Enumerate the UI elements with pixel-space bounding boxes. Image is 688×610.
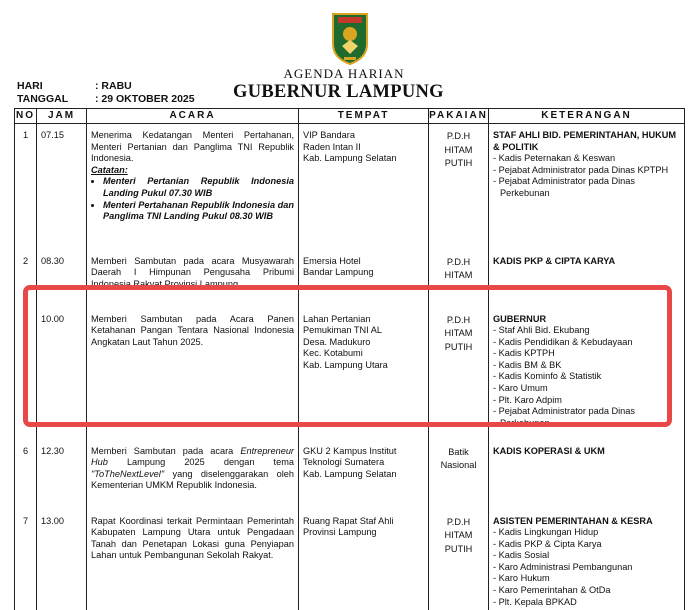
- pakaian-line: HITAM: [444, 530, 473, 540]
- acara-text: yang diselenggarakan oleh Kementerian UMKM Republik Indonesia.: [91, 468, 295, 491]
- row-tempat: [299, 440, 429, 510]
- row-acara: [87, 440, 299, 510]
- governor-title: GUBERNUR LAMPUNG: [233, 82, 444, 102]
- col-jam: JAM: [37, 109, 87, 124]
- row-acara: Memberi Sambutan pada Acara Panen Ketahanan Pangan Tentara Nasional Indonesia Angkatan Laut Tahun 2025.: [87, 308, 299, 440]
- keterangan-list: [493, 325, 680, 429]
- row-jam: 12.30: [37, 440, 87, 510]
- tempat-line: Raden Intan II: [303, 141, 361, 152]
- day-value: : RABU: [95, 80, 132, 92]
- tempat-line: Kab. Lampung Selatan: [303, 153, 397, 164]
- acara-theme: "ToTheNextLevel": [91, 468, 165, 479]
- pakaian-line: P.D.H: [446, 516, 471, 527]
- row-pakaian: [429, 510, 489, 610]
- agenda-title: AGENDA HARIAN: [283, 66, 405, 81]
- acara-text: Memberi Sambutan pada acara: [91, 445, 234, 456]
- tempat-line: GKU 2 Kampus Institut: [303, 445, 397, 456]
- keterangan-item: - Plt. Kepala BPKAD: [493, 596, 577, 607]
- keterangan-item: - Kadis KPTPH: [493, 348, 555, 359]
- keterangan-title: ASISTEN PEMERINTAHAN & KESRA: [493, 515, 653, 526]
- pakaian-line: HITAM: [444, 144, 473, 155]
- pakaian-line: PUTIH: [444, 158, 473, 168]
- keterangan-item: - Kadis BM & BK: [493, 359, 562, 370]
- row-no: 7: [15, 510, 37, 610]
- keterangan-item: - Kadis PKP & Cipta Karya: [493, 538, 602, 549]
- row-acara: Rapat Koordinasi terkait Permintaan Pemerintah Kabupaten Lampung Utara untuk Pengadaan Tanah dan Penetapan Lokasi guna Penyiapan Lahan untuk Pembangunan Sekolah Rakyat.: [87, 510, 299, 610]
- tempat-line: Pemukiman TNI AL: [303, 325, 382, 336]
- catatan-list: [91, 176, 294, 222]
- keterangan-item: - Plt. Karo Adpim: [493, 394, 562, 405]
- pakaian-line: P.D.H: [446, 131, 471, 141]
- tempat-line: Provinsi Lampung: [303, 527, 377, 538]
- row-keterangan: [489, 250, 685, 308]
- acara-event-name: Entrepreneur Hub: [91, 445, 294, 468]
- keterangan-item: - Kadis Peternakan & Keswan: [493, 153, 616, 164]
- row-keterangan: [489, 124, 685, 250]
- row-pakaian: [429, 124, 489, 250]
- keterangan-item: - Karo Pemerintahan & OtDa: [493, 585, 611, 596]
- catatan-item: • Menteri Pertanian Republik Indonesia Landing Pukul 07.30 WIB: [103, 176, 294, 199]
- date-value: : 29 OKTOBER 2025: [95, 93, 195, 105]
- col-pakaian: PAKAIAN: [429, 109, 489, 124]
- keterangan-item: - Staf Ahli Bid. Ekubang: [493, 325, 590, 336]
- keterangan-item: - Kadis Kominfo & Statistik: [493, 371, 602, 382]
- tempat-line: Bandar Lampung: [303, 267, 374, 278]
- tempat-line: Desa. Madukuro: [303, 336, 371, 347]
- row-jam: 13.00: [37, 510, 87, 610]
- row-jam: 08.30: [37, 250, 87, 308]
- row-pakaian: [429, 440, 489, 510]
- pakaian-line: HITAM: [444, 328, 473, 338]
- table-row: [15, 440, 685, 510]
- row-pakaian: [429, 250, 489, 308]
- tempat-line: Teknologi Sumatera: [303, 457, 385, 468]
- col-tempat: TEMPAT: [299, 109, 429, 124]
- pakaian-line: P.D.H: [446, 256, 471, 267]
- row-keterangan: [489, 440, 685, 510]
- col-keterangan: KETERANGAN: [489, 109, 685, 124]
- pakaian-line: PUTIH: [444, 543, 473, 554]
- table-row: [15, 250, 685, 308]
- row-keterangan: [489, 510, 685, 610]
- table-row: [15, 124, 685, 250]
- table-row: [15, 510, 685, 610]
- pakaian-line: Batik: [448, 446, 469, 457]
- keterangan-item: - Pejabat Administrator pada Dinas KPTPH: [493, 164, 669, 175]
- catatan-item: • Menteri Pertahanan Republik Indonesia dan Panglima TNI Landing Pukul 08.30 WIB: [103, 200, 294, 223]
- pakaian-line: HITAM: [444, 270, 473, 280]
- row-no: 1: [15, 124, 37, 250]
- row-jam: 07.15: [37, 124, 87, 250]
- tempat-line: Kab. Lampung Utara: [303, 359, 388, 370]
- lampung-emblem-icon: [330, 10, 370, 66]
- keterangan-item: - Pejabat Administrator pada Dinas Perkebunan: [493, 406, 635, 428]
- table-header: [15, 109, 685, 124]
- keterangan-title: KADIS PKP & CIPTA KARYA: [493, 255, 616, 266]
- keterangan-item: - Karo Hukum: [493, 573, 550, 584]
- date-info: [17, 80, 195, 106]
- row-no: 2: [15, 250, 37, 308]
- pakaian-line: Nasional: [440, 460, 477, 470]
- keterangan-item: - Kadis Pendidikan & Kebudayaan: [493, 336, 633, 347]
- row-jam: 10.00: [37, 308, 87, 440]
- tempat-line: VIP Bandara: [303, 130, 355, 140]
- keterangan-title: STAF AHLI BID. PEMERINTAHAN, HUKUM & POLITIK: [493, 130, 677, 152]
- tempat-line: Kec. Kotabumi: [303, 348, 363, 359]
- keterangan-item: - Kadis Sosial: [493, 550, 550, 561]
- agenda-table: [14, 108, 685, 610]
- tempat-line: Emersia Hotel: [303, 255, 361, 266]
- acara-text: Lampung 2025 dengan tema: [126, 457, 294, 468]
- tempat-line: Ruang Rapat Staf Ahli: [303, 515, 394, 526]
- pakaian-line: PUTIH: [444, 341, 473, 352]
- row-acara: [87, 124, 299, 250]
- row-no: 5: [15, 308, 37, 440]
- row-tempat: [299, 308, 429, 440]
- keterangan-item: - Pejabat Administrator pada Dinas Perkebunan: [493, 176, 635, 198]
- keterangan-item: - Karo Administrasi Pembangunan: [493, 561, 633, 572]
- tempat-line: Lahan Pertanian: [303, 313, 371, 324]
- keterangan-title: KADIS KOPERASI & UKM: [493, 445, 605, 456]
- keterangan-title: GUBERNUR: [493, 313, 547, 324]
- catatan-title: Catatan:: [91, 164, 128, 175]
- row-tempat: [299, 250, 429, 308]
- col-no: NO: [15, 109, 37, 124]
- acara-text: Menerima Kedatangan Menteri Pertahanan, Menteri Pertanian dan Panglima TNI Republik Indonesia.: [91, 130, 294, 164]
- row-pakaian: [429, 308, 489, 440]
- tempat-line: Kab. Lampung Selatan: [303, 468, 397, 479]
- row-no: 6: [15, 440, 37, 510]
- date-label: TANGGAL: [17, 93, 69, 105]
- row-tempat: [299, 510, 429, 610]
- day-label: HARI: [17, 80, 43, 92]
- row-acara: Memberi Sambutan pada acara Musyawarah Daerah I Himpunan Pengusaha Pribumi Indonesia Rakyat Provinsi Lampung.: [87, 250, 299, 308]
- col-acara: ACARA: [87, 109, 299, 124]
- keterangan-list: [493, 527, 680, 608]
- row-keterangan: [489, 308, 685, 440]
- keterangan-item: - Kadis Lingkungan Hidup: [493, 527, 599, 538]
- keterangan-list: [493, 153, 680, 199]
- row-tempat: [299, 124, 429, 250]
- pakaian-line: P.D.H: [446, 314, 471, 325]
- keterangan-item: - Karo Umum: [493, 383, 548, 394]
- table-row: [15, 308, 685, 440]
